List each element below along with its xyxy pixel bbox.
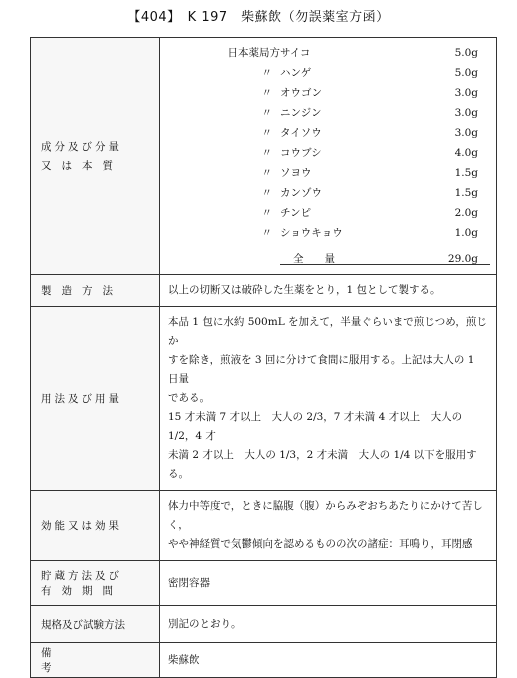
ingredient-amount: 3.0g (454, 107, 478, 119)
ingredient-name: コウブシ (280, 147, 322, 159)
ingredients-value-cell (160, 38, 497, 275)
formula-table (30, 37, 497, 678)
ingredient-source: 〃 (261, 87, 272, 99)
ingredient-name: カンゾウ (280, 187, 322, 199)
manufacture-label: 製造方法 (41, 285, 123, 297)
ingredient-row (168, 144, 488, 164)
ingredient-row (168, 224, 488, 244)
spec-label: 規格及び試験方法 (41, 618, 125, 631)
remarks-label: 備考 (41, 647, 102, 674)
ingredient-amount: 1.0g (454, 227, 478, 239)
ingredient-amount: 5.0g (454, 67, 478, 79)
ingredient-list (168, 42, 488, 270)
storage-label-cell (31, 561, 160, 606)
effects-line: やや神経質で気鬱傾向を認めるものの次の諸症：耳鳴り，耳閉感 (168, 538, 473, 550)
spec-row (31, 606, 497, 643)
ingredient-source: 日本薬局方 (227, 47, 280, 59)
ingredient-row (168, 84, 488, 104)
ingredient-name: タイソウ (280, 127, 322, 139)
spec-label-cell (31, 606, 160, 643)
ingredient-source: 〃 (261, 107, 272, 119)
ingredient-source: 〃 (261, 147, 272, 159)
ingredient-total-row (168, 250, 488, 270)
ingredient-name: オウゴン (280, 87, 322, 99)
ingredient-name: ソヨウ (280, 167, 312, 179)
ingredients-label-cell (31, 38, 160, 275)
storage-text: 密閉容器 (160, 561, 497, 606)
manufacture-label-cell (31, 275, 160, 307)
page-title: 【404】 K 197 柴蘇飲（勿誤薬室方函） (127, 10, 390, 25)
ingredient-amount: 2.0g (454, 207, 478, 219)
ingredient-row (168, 44, 488, 64)
ingredient-name: サイコ (280, 47, 311, 59)
ingredient-amount: 3.0g (454, 127, 478, 139)
remarks-text: 柴蘇飲 (160, 643, 497, 678)
storage-row (31, 561, 497, 606)
ingredient-source: 〃 (261, 167, 272, 179)
dosage-row (31, 307, 497, 491)
ingredients-label-text1: 成分及び分量 (41, 141, 122, 153)
effects-value-cell (160, 491, 497, 561)
ingredient-name: ニンジン (280, 107, 322, 119)
ingredients-label-line2 (41, 158, 149, 173)
ingredient-amount: 3.0g (454, 87, 478, 99)
storage-label-line1: 貯蔵方法及び (41, 570, 122, 582)
ingredient-amount: 5.0g (454, 47, 478, 59)
ingredient-source: 〃 (261, 227, 272, 239)
ingredients-label-text2: 又は本質 (41, 160, 123, 172)
ingredient-name: ショウキョウ (280, 227, 343, 239)
ingredient-row (168, 204, 488, 224)
manufacture-text: 以上の切断又は破砕した生薬をとり，1 包として製する。 (160, 275, 497, 307)
ingredient-source: 〃 (261, 67, 272, 79)
ingredient-source: 〃 (261, 187, 272, 199)
dosage-line: 15 才未満 7 才以上 大人の 2/3，7 才未満 4 才以上 大人の 1/2，4 才 (168, 411, 463, 442)
ingredient-name: チンピ (280, 207, 311, 219)
ingredient-amount: 1.5g (454, 187, 478, 199)
effects-line: 体力中等度で，ときに脇腹（腹）からみぞおちあたりにかけて苦しく， (168, 500, 483, 531)
remarks-label-wrap (41, 645, 149, 675)
dosage-value-cell (160, 307, 497, 491)
dosage-label-cell (31, 307, 160, 491)
remarks-row (31, 643, 497, 678)
ingredient-row (168, 184, 488, 204)
manufacture-row (31, 275, 497, 307)
spec-text: 別記のとおり。 (160, 606, 497, 643)
storage-label-line2: 有効期間 (41, 585, 123, 597)
dosage-line: 本品 1 包に水約 500mL を加えて，半量ぐらいまで煎じつめ，煎じか (168, 316, 487, 347)
total-label: 全 量 (293, 253, 335, 265)
ingredient-row (168, 124, 488, 144)
ingredient-row (168, 64, 488, 84)
effects-label-cell (31, 491, 160, 561)
effects-label: 効能又は効果 (41, 520, 122, 532)
ingredients-row (31, 38, 497, 275)
total-amount: 29.0g (447, 253, 478, 265)
dosage-line: すを除き，煎液を 3 回に分けて食間に服用する。上記は大人の 1 日量 (168, 354, 475, 385)
effects-row (31, 491, 497, 561)
dosage-line: 未満 2 才以上 大人の 1/3，2 才未満 大人の 1/4 以下を服用する。 (168, 449, 477, 480)
ingredient-name: ハンゲ (280, 67, 312, 79)
dosage-label: 用法及び用量 (41, 393, 122, 405)
ingredient-row (168, 164, 488, 184)
ingredient-source: 〃 (261, 207, 272, 219)
remarks-label-cell (31, 643, 160, 678)
ingredient-amount: 1.5g (454, 167, 478, 179)
ingredient-amount: 4.0g (454, 147, 478, 159)
ingredients-label-line1 (41, 139, 149, 154)
ingredient-source: 〃 (261, 127, 272, 139)
dosage-line: である。 (168, 392, 210, 404)
ingredient-row (168, 104, 488, 124)
